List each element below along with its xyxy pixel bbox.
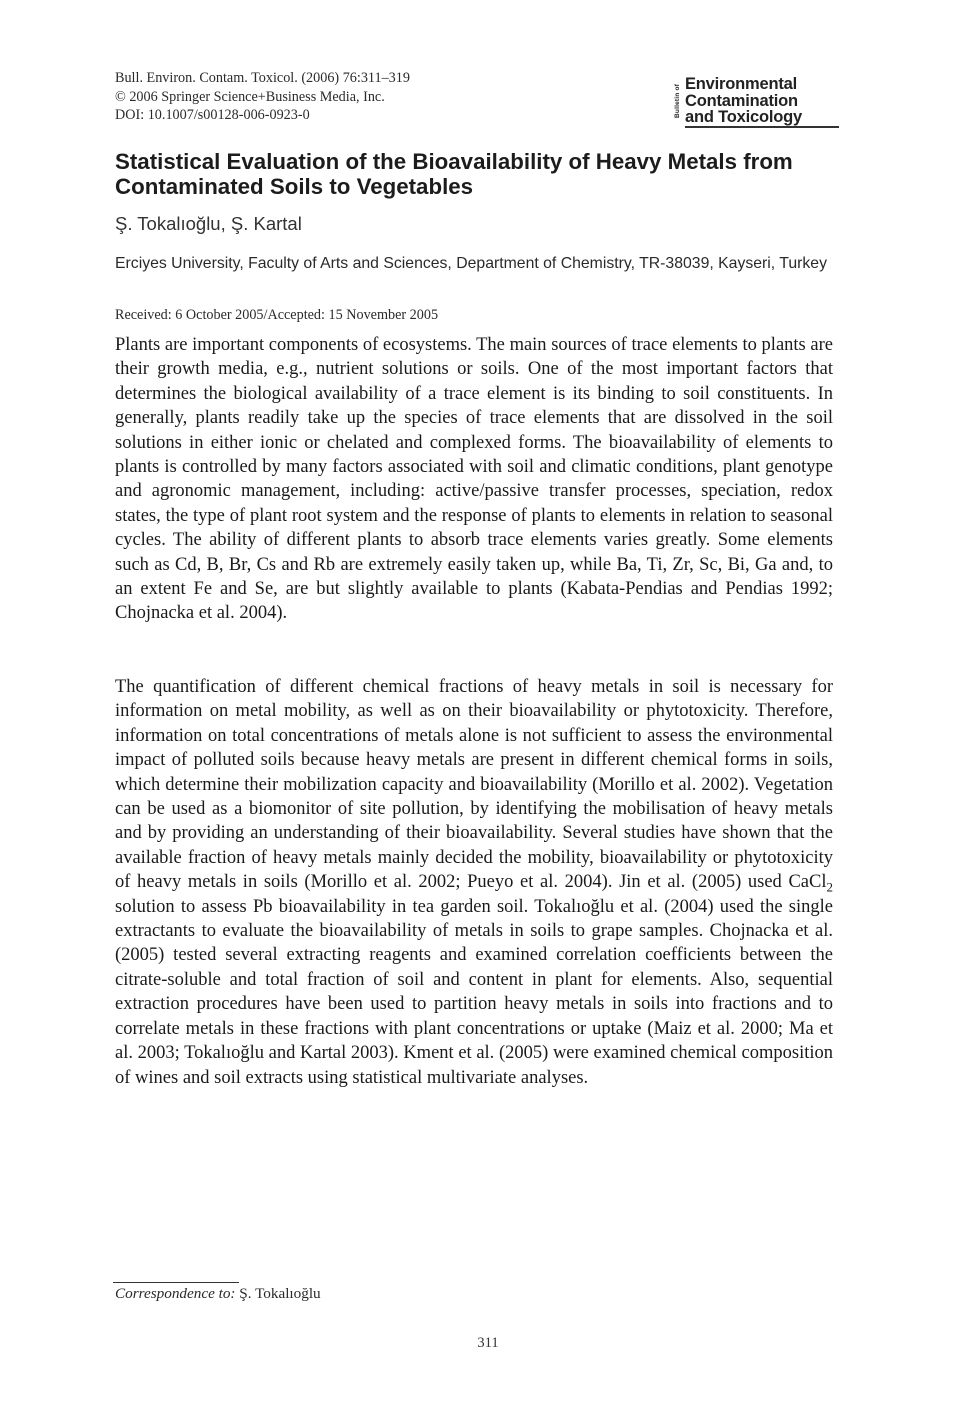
author-affiliation: Erciyes University, Faculty of Arts and Sciences, Department of Chemistry, TR-38039, Kayseri, Turkey [115, 255, 827, 272]
journal-logo-line-3: and Toxicology [685, 108, 802, 126]
journal-logo-bulletin: Bulletin of [674, 84, 681, 118]
doi-line: DOI: 10.1007/s00128-006-0923-0 [115, 107, 310, 123]
citation-block [115, 69, 635, 125]
body-paragraph-1: Plants are important components of ecosystems. The main sources of trace elements to plants are their growth media, e.g., nutrient solutions or soils. One of the most important factors that determines the biological availability of a trace element is its binding to soil constituents. In generally, plants readily take up the species of trace elements that are dissolved in the soil solutions in either ionic or chelated and complexed forms. The bioavailability of elements to plants is controlled by many factors associated with soil and climatic conditions, plant genotype and agronomic management, including: active/passive transfer processes, speciation, redox states, the type of plant root system and the response of plants to elements in relation to seasonal cycles. The ability of different plants to absorb trace elements varies greatly. Some elements such as Cd, B, Br, Cs and Rb are extremely easily taken up, while Ba, Ti, Zr, Sc, Bi, Ga and, to an extent Fe and Se, are but slightly available to plants (Kabata-Pendias and Pendias 1992; Chojnacka et al. 2004). [115, 335, 833, 624]
journal-logo [673, 76, 841, 128]
page-number: 311 [477, 1335, 499, 1351]
body-paragraph-2-part-1: The quantification of different chemical fractions of heavy metals in soil is necessary for information on metal mobility, as well as on their bioavailability or phytotoxicity. Therefore, information on total concentrations of metals alone is not sufficient to assess the environmental impact of polluted soils because heavy metals are present in different chemical forms in soils, which determine their mobilization capacity and bioavailability (Morillo et al. 2002). Vegetation can be used as a biomonitor of site pollution, by identifying the mobilisation of heavy metals and by providing an understanding of their bioavailability. Several studies have shown that the available fraction of heavy metals mainly decided the mobility, bioavailability or phytotoxicity of heavy metals in soils (Morillo et al. 2002; Pueyo et al. 2004). Jin et al. (2005) used CaCl [115, 677, 833, 893]
journal-logo-rule [685, 126, 839, 128]
article-title: Statistical Evaluation of the Bioavailability of Heavy Metals from Contaminated Soils to Vegetables [115, 149, 793, 199]
received-accepted-dates: Received: 6 October 2005/Accepted: 15 November 2005 [115, 307, 439, 323]
body-paragraph-2-part-2: solution to assess Pb bioavailability in tea garden soil. Tokalıoğlu et al. (2004) used the single extractants to evaluate the bioavailability of metals in soils to grape samples. Chojnacka et al. (2005) tested several extracting reagents and examined correlation coefficients between the citrate-soluble and total fraction of soil and content in plant for elements. Also, sequential extraction procedures have been used to partition heavy metals in soils into fractions and to correlate metals in these fractions with plant concentrations or uptake (Maiz et al. 2000; Ma et al. 2003; Tokalıoğlu and Kartal 2003). Kment et al. (2005) were examined chemical composition of wines and soil extracts using statistical multivariate analyses. [115, 896, 833, 1088]
journal-citation: Bull. Environ. Contam. Toxicol. (2006) 76:311–319 [115, 70, 410, 86]
correspondence-label: Correspondence to: [115, 1285, 236, 1302]
article-authors: Ş. Tokalıoğlu, Ş. Kartal [115, 213, 302, 234]
cacl2-subscript: 2 [826, 879, 833, 895]
journal-logo-line-1: Environmental [685, 75, 798, 93]
correspondence-footnote [115, 1284, 321, 1303]
journal-logo-line-2: Contamination [685, 91, 798, 110]
journal-logo-text [685, 76, 802, 126]
correspondence-name: Ş. Tokalıoğlu [235, 1285, 321, 1302]
body-paragraph-2 [115, 675, 833, 1090]
copyright-line: © 2006 Springer Science+Business Media, Inc. [115, 88, 385, 105]
footnote-divider [113, 1282, 239, 1283]
